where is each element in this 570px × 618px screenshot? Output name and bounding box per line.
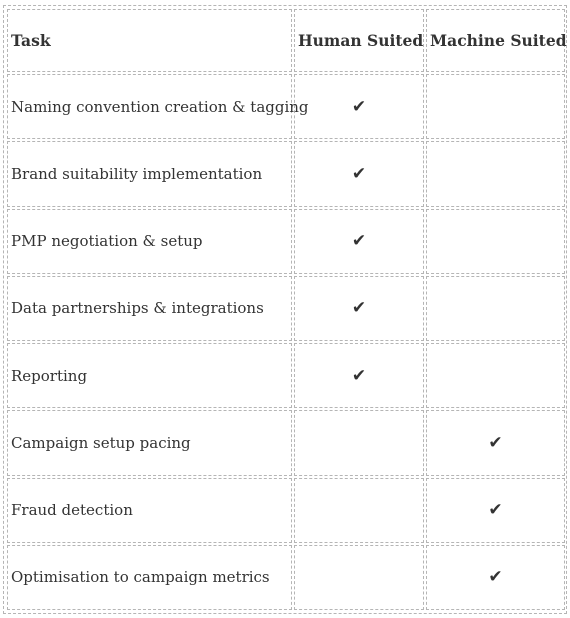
machine-suited-column-header: Machine Suited: [426, 9, 565, 72]
header-row: [7, 9, 565, 72]
machine-suited-check-icon: ✔: [426, 545, 565, 610]
table-row: [7, 141, 565, 206]
human-suited-column-header: Human Suited: [294, 9, 424, 72]
task-cell: PMP negotiation & setup: [7, 209, 292, 274]
table-row: [7, 478, 565, 543]
machine-suited-cell: [426, 141, 565, 206]
table-row: [7, 343, 565, 408]
machine-suited-check-icon: ✔: [426, 478, 565, 543]
human-suited-check-icon: ✔: [294, 276, 424, 341]
human-suited-cell: [294, 478, 424, 543]
task-cell: Campaign setup pacing: [7, 410, 292, 475]
machine-suited-check-icon: ✔: [426, 410, 565, 475]
human-suited-check-icon: ✔: [294, 209, 424, 274]
table-row: [7, 276, 565, 341]
task-column-header: Task: [7, 9, 292, 72]
human-suited-check-icon: ✔: [294, 74, 424, 139]
machine-suited-cell: [426, 209, 565, 274]
machine-suited-cell: [426, 74, 565, 139]
human-suited-cell: [294, 410, 424, 475]
machine-suited-cell: [426, 343, 565, 408]
table-row: [7, 74, 565, 139]
task-cell: Optimisation to campaign metrics: [7, 545, 292, 610]
human-suited-cell: [294, 545, 424, 610]
task-cell: Naming convention creation & tagging: [7, 74, 292, 139]
task-cell: Data partnerships & integrations: [7, 276, 292, 341]
task-comparison-table: [5, 7, 567, 612]
task-cell: Fraud detection: [7, 478, 292, 543]
table-row: [7, 545, 565, 610]
machine-suited-cell: [426, 276, 565, 341]
table-row: [7, 410, 565, 475]
task-comparison-table-frame: [3, 5, 567, 614]
table-row: [7, 209, 565, 274]
task-cell: Reporting: [7, 343, 292, 408]
human-suited-check-icon: ✔: [294, 343, 424, 408]
human-suited-check-icon: ✔: [294, 141, 424, 206]
task-cell: Brand suitability implementation: [7, 141, 292, 206]
